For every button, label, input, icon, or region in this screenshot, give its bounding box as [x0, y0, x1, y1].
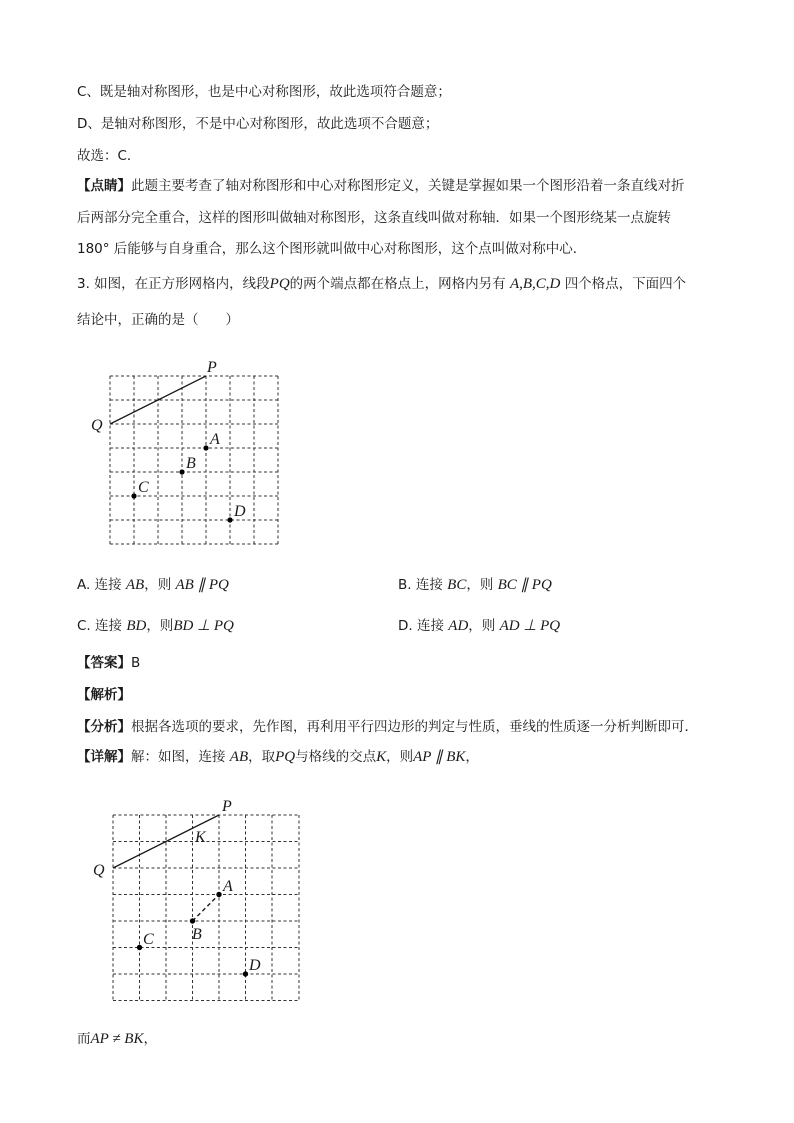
option-d-prefix: D. 连接: [398, 618, 444, 634]
point-d-2: [243, 971, 248, 976]
label-q-2: Q: [93, 862, 105, 879]
text-line-option-d: D、是轴对称图形，不是中心对称图形，故此选项不合题意；: [77, 116, 439, 132]
label-c: C: [138, 479, 149, 496]
option-c-mid: ，则: [146, 618, 174, 634]
option-c-relation: BD ⊥ PQ: [173, 618, 234, 634]
option-a-mid: ，则: [144, 577, 172, 593]
xiangjie-tag: 【详解】: [77, 749, 131, 765]
fenxi-text: 根据各选项的要求，先作图，再利用平行四边形的判定与性质，垂线的性质逐一分析判断即可．: [131, 719, 698, 735]
label-q: Q: [91, 417, 103, 434]
answer-tag: 【答案】: [77, 655, 131, 671]
option-c-prefix: C. 连接: [77, 618, 123, 634]
xiangjie-line: [77, 748, 479, 766]
question-text-c: 四个格点，下面四个: [564, 276, 687, 292]
label-a-2: A: [223, 878, 233, 895]
point-b: [179, 469, 184, 474]
last-text-1: 而: [77, 1031, 91, 1047]
label-d-2: D: [249, 957, 261, 974]
option-a-prefix: A. 连接: [77, 577, 122, 593]
label-b: B: [186, 455, 196, 472]
analysis-line: [77, 686, 131, 704]
option-d-mid: ，则: [468, 618, 496, 634]
option-c: [77, 617, 234, 635]
option-d-relation: AD ⊥ PQ: [499, 618, 561, 634]
point-c-2: [137, 945, 142, 950]
fenxi-line: [77, 718, 698, 736]
point-a-2: [216, 892, 221, 897]
text-line-choose: 故选：C．: [77, 148, 141, 164]
option-b-prefix: B. 连接: [398, 577, 443, 593]
last-text-2: ，: [143, 1031, 157, 1047]
answer-value: B: [131, 655, 141, 671]
question-3-line1: [77, 275, 686, 293]
point-c: [131, 493, 136, 498]
xiangjie-text-2: ，取: [248, 749, 276, 765]
text-line-option-c: C、既是轴对称图形，也是中心对称图形，故此选项符合题意；: [77, 84, 451, 100]
question-3-line2: 结论中，正确的是（ ）: [77, 312, 239, 328]
option-b: [398, 576, 552, 594]
point-b-2: [190, 918, 195, 923]
xiangjie-text-5: ，: [465, 749, 479, 765]
dianjing-text: 此题主要考查了轴对称图形和中心对称图形定义，关键是掌握如果一个图形沿着一条直线对折: [131, 178, 685, 194]
label-p-2: P: [222, 798, 232, 815]
dianjing-tag: 【点睛】: [77, 178, 131, 194]
option-d-segment: AD: [448, 618, 469, 634]
dianjing-paragraph-line1: [77, 177, 685, 195]
option-d: [398, 617, 560, 635]
xiangjie-math-ab: AB: [229, 749, 249, 765]
xiangjie-math-k: K: [376, 749, 387, 765]
dianjing-paragraph-line3: 180° 后能够与自身重合，那么这个图形就叫做中心对称图形，这个点叫做对称中心．: [77, 241, 587, 257]
last-math-relation: AP ≠ BK: [90, 1031, 144, 1047]
option-a: [77, 576, 229, 594]
option-b-mid: ，则: [466, 577, 494, 593]
dianjing-paragraph-line2: 后两部分完全重合，这样的图形叫做轴对称图形，这条直线叫做对称轴．如果一个图形绕某一点旋转: [77, 210, 671, 226]
label-c-2: C: [143, 931, 154, 948]
point-a: [203, 445, 208, 450]
option-b-segment: BC: [447, 577, 467, 593]
option-c-segment: BD: [126, 618, 147, 634]
xiangjie-text-4: ，则: [386, 749, 414, 765]
label-a: A: [210, 431, 220, 448]
option-b-relation: BC ∥ PQ: [497, 577, 552, 593]
question-text-a: 3. 如图，在正方形网格内，线段: [77, 276, 270, 292]
option-a-relation: AB ∥ PQ: [175, 577, 229, 593]
last-line: [77, 1030, 157, 1048]
xiangjie-text-1: 解：如图，连接: [131, 749, 226, 765]
fenxi-tag: 【分析】: [77, 719, 131, 735]
segment-ab-dashed: [193, 895, 220, 922]
xiangjie-math-relation: AP ∥ BK: [413, 749, 466, 765]
points-abcd: A,B,C,D: [509, 276, 561, 292]
label-k: K: [195, 829, 206, 846]
xiangjie-math-pq: PQ: [275, 749, 296, 765]
analysis-tag: 【解析】: [77, 687, 131, 703]
xiangjie-text-3: 与格线的交点: [295, 749, 377, 765]
option-a-segment: AB: [125, 577, 145, 593]
segment-pq: PQ: [269, 276, 290, 292]
label-p: P: [207, 359, 217, 376]
label-d: D: [234, 503, 246, 520]
figure-2-gridlines: [113, 815, 299, 1001]
question-text-b: 的两个端点都在格点上，网格内另有: [289, 276, 506, 292]
point-d: [227, 517, 232, 522]
answer-line: [77, 654, 140, 672]
figure-2-grid: [88, 795, 308, 1007]
label-b-2: B: [192, 926, 202, 943]
figure-1-grid: [88, 358, 288, 550]
